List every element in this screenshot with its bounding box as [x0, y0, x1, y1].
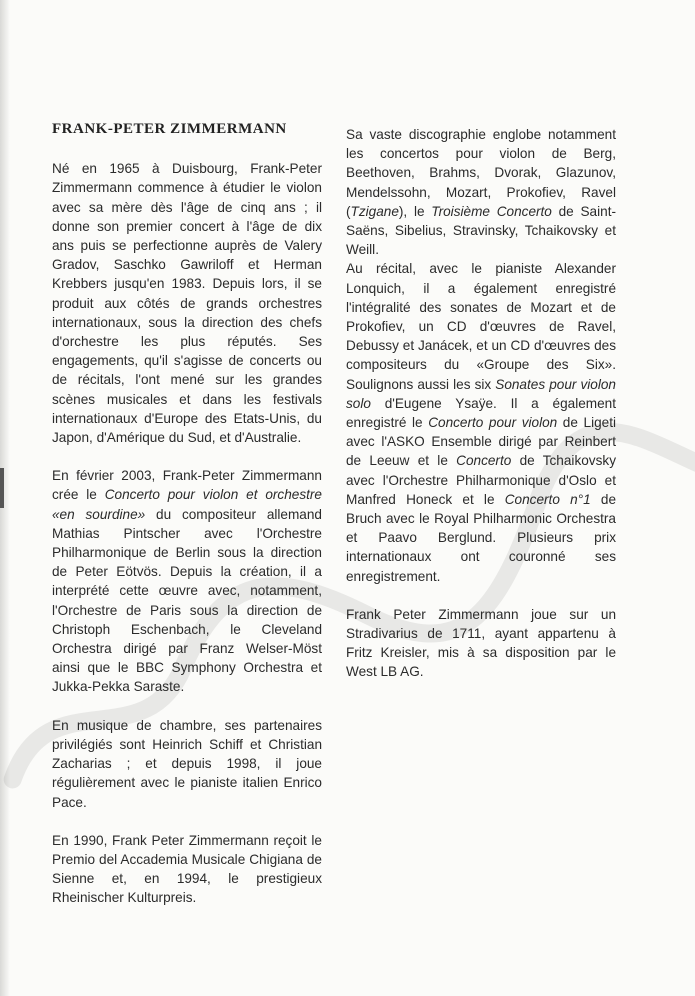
discography-paragraph: [346, 125, 616, 259]
text-run: En février 2003, Frank-Peter Zimmermann crée le: [52, 468, 322, 503]
instrument-paragraph: Frank Peter Zimmermann joue sur un Stradivarius de 1711, ayant appartenu à Fritz Kreisler, mis à sa disposition par le West LB AG.: [346, 606, 616, 680]
artist-title: FRANK-PETER ZIMMERMANN: [52, 121, 287, 137]
recital-paragraph: [346, 259, 616, 585]
work-title: Tzigane: [350, 203, 399, 219]
text-run: Au récital, avec le pianiste Alexander Lonquich, il a également enregistré l'intégralité des sonates de Mozart et de Prokofiev, un CD d'œuvres de Ravel, Debussy et Janácek, et un CD d'œuvres des compositeurs du «Groupe des Six». Soulignons aussi les six: [346, 261, 616, 392]
work-title: Concerto: [456, 453, 512, 469]
text-run: ), le: [398, 203, 432, 219]
text-run: de Tchaikovsky avec l'Orchestre Philharmonique d'Oslo et Manfred Honeck et le: [346, 453, 616, 507]
chamber-music-paragraph: En musique de chambre, ses partenaires privilégiés sont Heinrich Schiff et Christian Zacharias ; et depuis 1998, il joue régulièrement avec le pianiste italien Enrico Pace.: [52, 717, 322, 810]
creation-paragraph: [52, 466, 322, 696]
text-run: Sa vaste discographie englobe notamment les concertos pour violon de Berg, Beethoven, Brahms, Dvorak, Glazunov, Mendelssohn, Mozart, Prokofiev, Ravel (: [346, 127, 616, 219]
work-title: Troisième Concerto: [431, 203, 552, 219]
work-title: Concerto pour violon et orchestre «en sourdine»: [52, 487, 322, 522]
right-column: [346, 125, 616, 682]
text-run: de Bruch avec le Royal Philharmonic Orchestra et Paavo Berglund. Plusieurs prix internationaux ont couronné ses enregistrement.: [346, 491, 617, 584]
work-title: Concerto pour violon: [428, 415, 558, 431]
text-run: de Saint-Saëns, Sibelius, Stravinsky, Tchaikovsky et Weill.: [346, 203, 617, 258]
text-run: d'Eugene Ysaÿe. Il a également enregistré le: [346, 395, 616, 431]
text-run: de Ligeti avec l'ASKO Ensemble dirigé par Reinbert de Leeuw et le: [346, 415, 617, 469]
text-run: du compositeur allemand Mathias Pintscher avec l'Orchestre Philharmonique de Berlin sous la direction de Peter Eötvös. Depuis la création, il a interprété cette œuvre avec, notamment, l'Orchestre de Paris sous la direction de Christoph Eschenbach, le Cleveland Orchestra dirigé par Franz Welser-Möst ainsi que le BBC Symphony Orchestra et Jukka-Pekka Saraste.: [52, 506, 322, 695]
awards-paragraph: En 1990, Frank Peter Zimmermann reçoit le Premio del Accademia Musicale Chigiana de Sienne et, en 1994, le prestigieux Rheinischer Kulturpreis.: [52, 832, 322, 906]
work-title: Sonates pour violon solo: [346, 376, 616, 411]
biography-paragraph: Né en 1965 à Duisbourg, Frank-Peter Zimmermann commence à étudier le violon avec sa mère dès l'âge de cinq ans ; il donne son premier concert à l'âge de dix ans puis se perfectionne auprès de Valery Gradov, Saschko Gawriloff et Herman Krebbers jusqu'en 1983. Depuis lors, il se produit aux côtés de grands orchestres internationaux, sous la direction des chefs d'orchestre les plus réputés. Ses engagements, qu'il s'agisse de concerts ou de récitals, l'ont mené sur les grandes scènes musicales et dans les festivals internationaux d'Europe des Etats-Unis, du Japon, d'Amérique du Sud, et d'Australie.: [52, 161, 322, 446]
page-edge-mark: [0, 468, 4, 508]
left-column: [52, 120, 322, 927]
work-title: Concerto n°1: [504, 491, 591, 507]
